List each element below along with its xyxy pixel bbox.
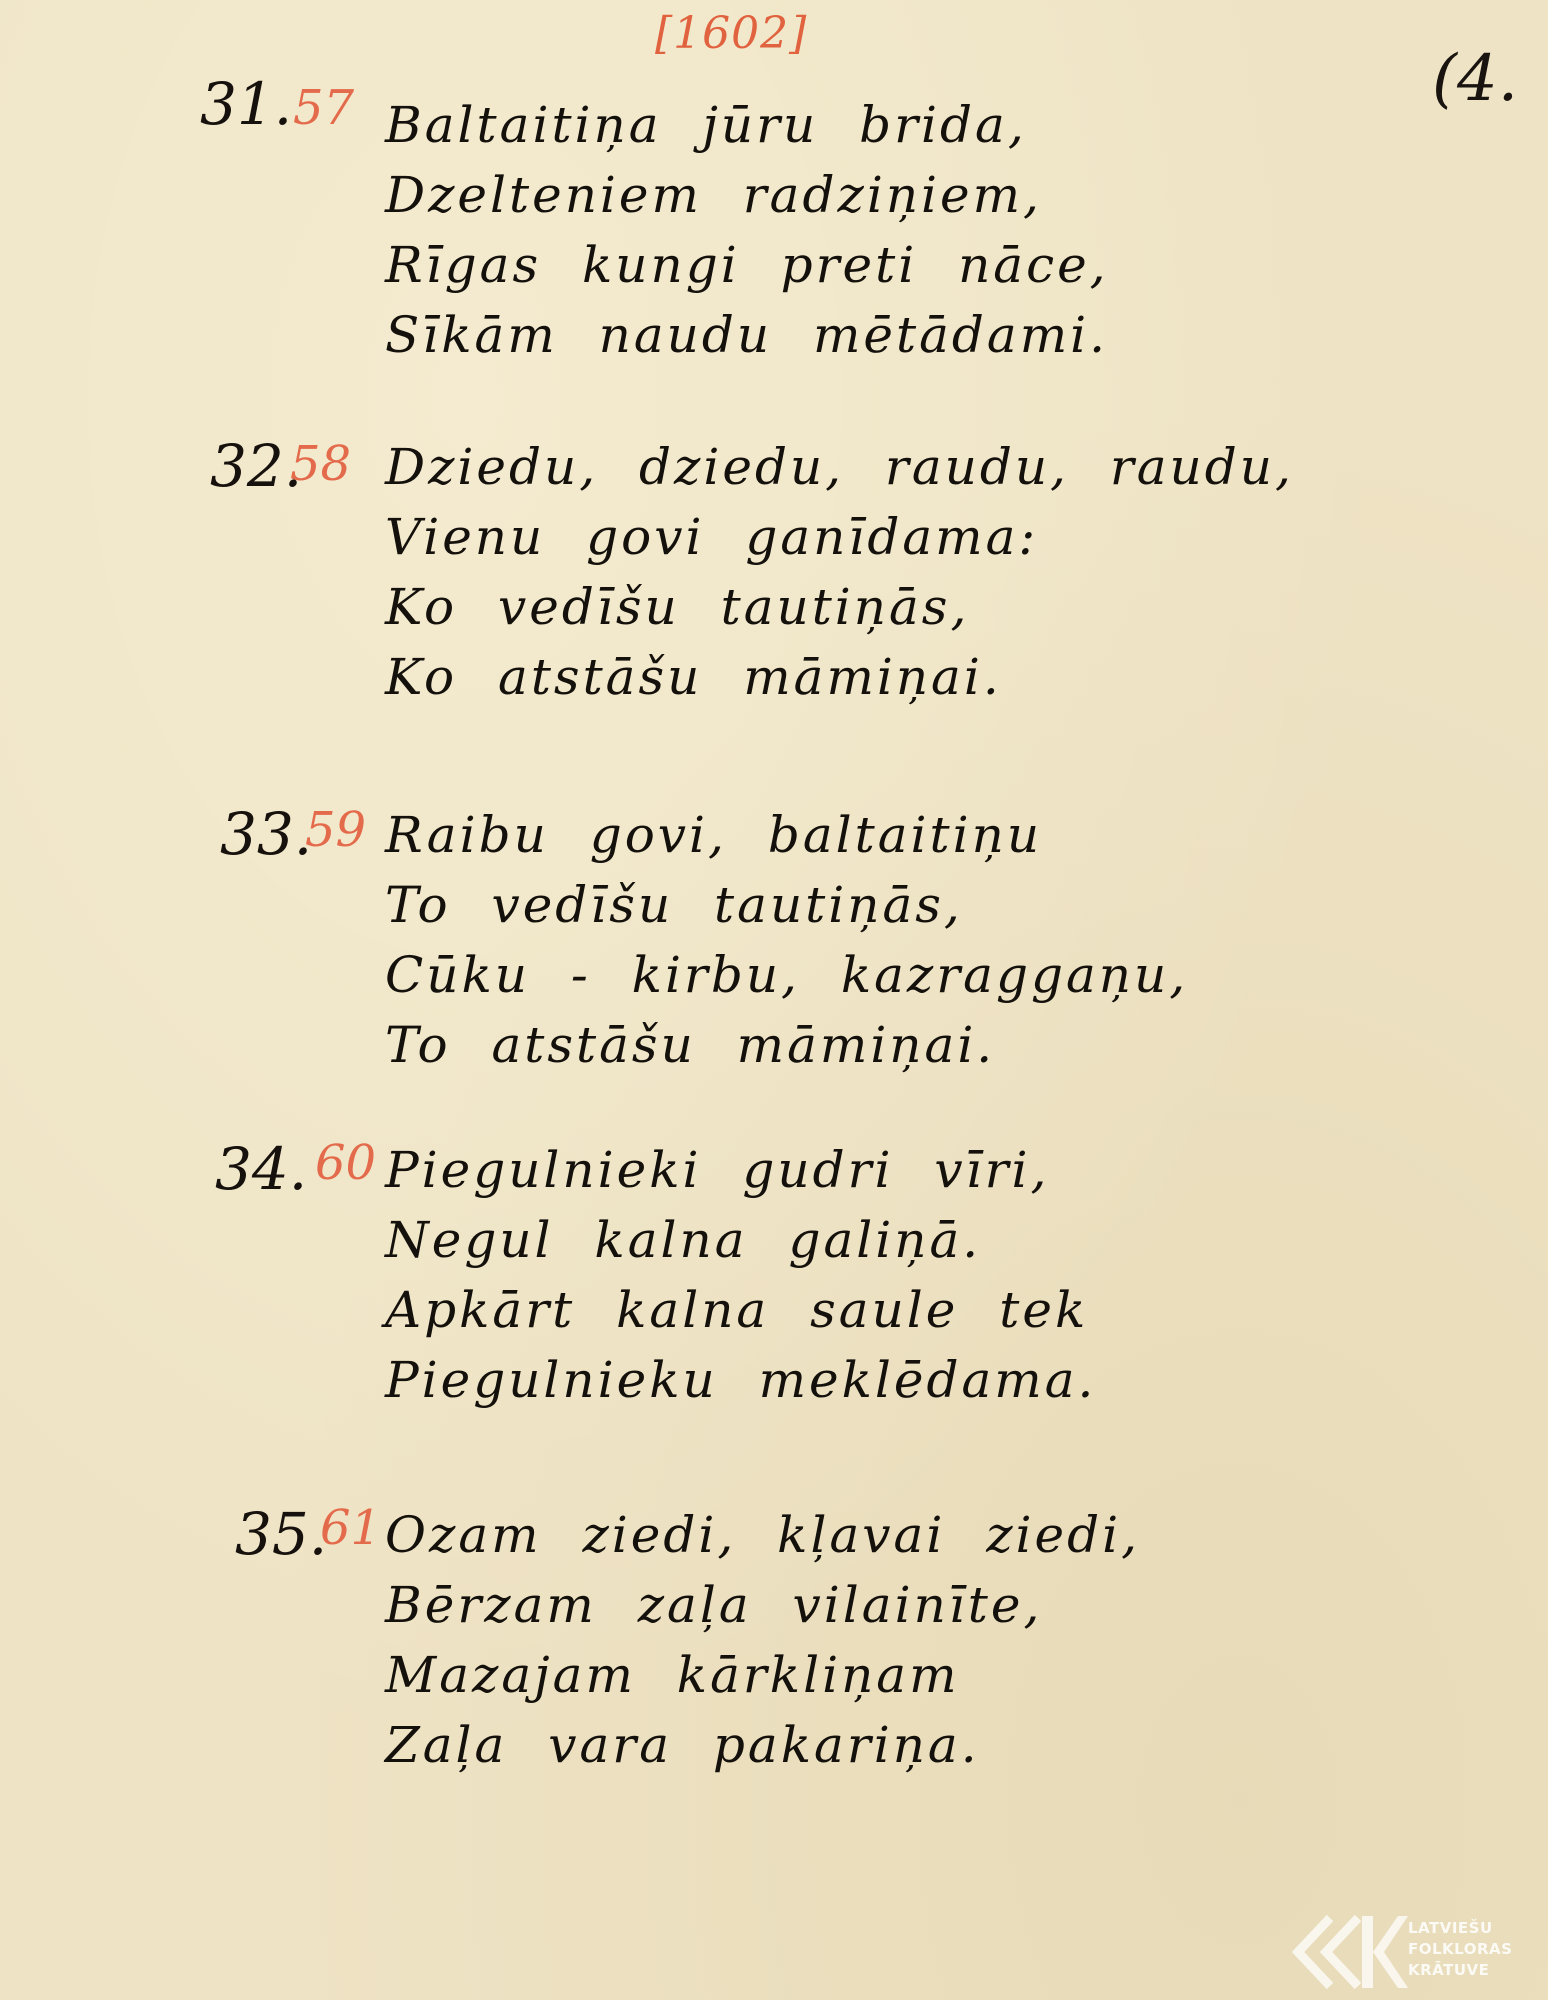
red-number: 58 — [290, 436, 352, 492]
logo-text-line: KRĀTUVE — [1408, 1961, 1490, 1979]
red-number: 60 — [315, 1135, 377, 1191]
archive-logo — [1290, 1908, 1540, 1996]
page-number: (4. — [1432, 42, 1519, 116]
verse-lines — [385, 432, 1294, 712]
verse-line: Cūku - kirbu, kazraggaņu, — [385, 946, 1189, 1004]
verse-lines — [385, 1500, 1140, 1780]
verse-line: Mazajam kārkliņam — [385, 1646, 960, 1704]
verse-number: 31. — [200, 70, 293, 138]
verse-line: Dziedu, dziedu, raudu, raudu, — [385, 438, 1294, 496]
verse-line: Negul kalna galiņā. — [385, 1211, 982, 1269]
verse-line: Dzelteniem radziņiem, — [385, 166, 1042, 224]
red-number: 61 — [320, 1500, 382, 1556]
logo-text-line: FOLKLORAS — [1408, 1940, 1513, 1958]
verse-line: Piegulnieku meklēdama. — [385, 1351, 1097, 1409]
verse-line: Apkārt kalna saule tek — [385, 1281, 1089, 1339]
red-number: 57 — [293, 80, 355, 136]
verse-lines — [385, 90, 1109, 370]
verse-line: Bērzam zaļa vilainīte, — [385, 1576, 1043, 1634]
verse-line: Ko atstāšu māmiņai. — [385, 648, 1002, 706]
verse-lines — [385, 800, 1188, 1080]
verse-number: 32. — [210, 432, 303, 500]
verse-line: Raibu govi, baltaitiņu — [385, 806, 1043, 864]
verse-line: Baltaitiņa jūru brida, — [385, 96, 1027, 154]
verse-line: To vedīšu tautiņās, — [385, 876, 963, 934]
verse-line: Rīgas kungi preti nāce, — [385, 236, 1109, 294]
verse-lines — [385, 1135, 1096, 1415]
verse-line: To atstāšu māmiņai. — [385, 1016, 996, 1074]
archive-number: [1602] — [655, 8, 808, 59]
verse-line: Vienu govi ganīdama: — [385, 508, 1039, 566]
verse-line: Ko vedīšu tautiņās, — [385, 578, 970, 636]
archive-logo-icon — [1290, 1908, 1408, 1996]
verse-line: Ozam ziedi, kļavai ziedi, — [385, 1506, 1141, 1564]
verse-number: 35. — [235, 1500, 328, 1568]
logo-text-line: LATVIEŠU — [1408, 1919, 1493, 1937]
verse-line: Piegulnieki gudri vīri, — [385, 1141, 1050, 1199]
verse-number: 33. — [220, 800, 313, 868]
archive-logo-text — [1408, 1918, 1512, 1981]
verse-number: 34. — [215, 1135, 308, 1203]
red-number: 59 — [305, 802, 367, 858]
verse-line: Sīkām naudu mētādami. — [385, 306, 1108, 364]
verse-line: Zaļa vara pakariņa. — [385, 1716, 980, 1774]
